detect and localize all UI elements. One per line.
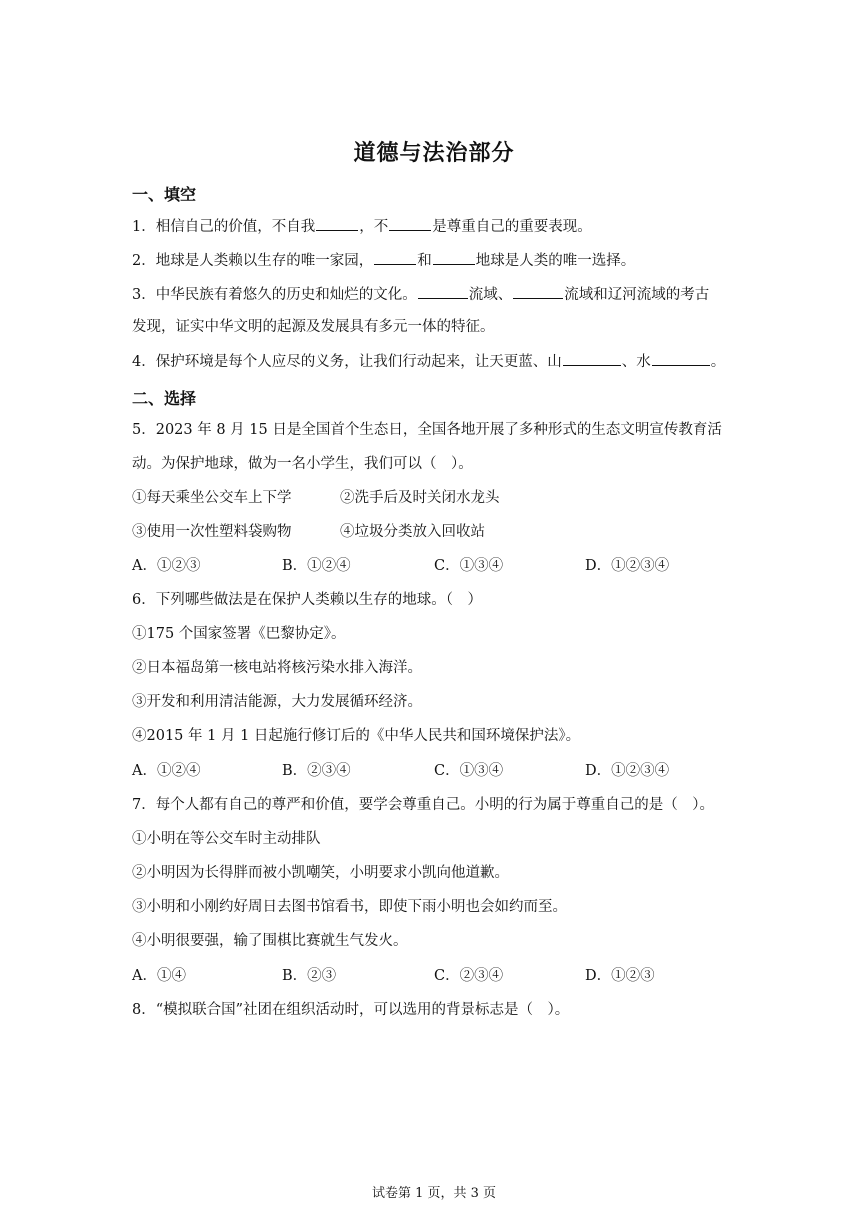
option-a[interactable]: A．①④: [132, 968, 186, 984]
q5-item-2: ②洗手后及时关闭水龙头: [340, 490, 500, 506]
question-6-stem: 6．下列哪些做法是在保护人类赖以生存的地球。（ ）: [132, 592, 482, 608]
q6-item-1: ①175 个国家签署《巴黎协定》。: [132, 626, 346, 642]
option-c[interactable]: C．①③④: [434, 763, 504, 779]
q6-item-3: ③开发和利用清洁能源，大力发展循环经济。: [132, 694, 422, 710]
q2-text-a: 2．地球是人类赖以生存的唯一家园，: [132, 253, 374, 269]
question-5-line2: 动。为保护地球，做为一名小学生，我们可以（ ）。: [132, 456, 473, 472]
q2-text-b: 和: [417, 253, 432, 269]
question-8-stem: 8．“模拟联合国”社团在组织活动时，可以选用的背景标志是（ ）。: [132, 1002, 570, 1018]
question-3-line1: [132, 284, 709, 305]
question-5-line1: 5．2023 年 8 月 15 日是全国首个生态日，全国各地开展了多种形式的生态文明宣传教育活: [132, 422, 722, 438]
option-b[interactable]: B．①②④: [282, 558, 351, 574]
q4-text-c: 。: [710, 354, 726, 370]
blank: [563, 351, 621, 366]
q3-text-b: 流域、: [468, 287, 513, 303]
option-a[interactable]: A．①②④: [132, 763, 201, 779]
question-3-line2: 发现，证实中华文明的起源及发展具有多元一体的特征。: [132, 319, 495, 335]
q7-item-2: ②小明因为长得胖而被小凯嘲笑，小明要求小凯向他道歉。: [132, 865, 509, 881]
q1-text-a: 1．相信自己的价值，不自我: [132, 219, 316, 235]
blank: [418, 284, 468, 299]
q2-text-c: 地球是人类的唯一选择。: [475, 253, 636, 269]
option-c[interactable]: C．①③④: [434, 558, 504, 574]
option-b[interactable]: B．②③④: [282, 763, 351, 779]
option-d[interactable]: D．①②③: [585, 968, 655, 984]
q5-item-4: ④垃圾分类放入回收站: [340, 524, 485, 540]
blank: [433, 250, 475, 265]
q5-item-3: ③使用一次性塑料袋购物: [132, 524, 292, 540]
option-a[interactable]: A．①②③: [132, 558, 201, 574]
option-d[interactable]: D．①②③④: [585, 558, 670, 574]
q6-item-4: ④2015 年 1 月 1 日起施行修订后的《中华人民共和国环境保护法》。: [132, 728, 581, 744]
question-1: [132, 216, 592, 237]
question-2: [132, 250, 635, 271]
blank: [316, 216, 358, 231]
blank: [513, 284, 563, 299]
section-fill-heading: 一、填空: [132, 185, 197, 204]
q4-text-a: 4．保护环境是每个人应尽的义务，让我们行动起来，让天更蓝、山: [132, 354, 562, 370]
q3-text-c: 流域和辽河流域的考古: [564, 287, 710, 303]
q6-item-2: ②日本福岛第一核电站将核污染水排入海洋。: [132, 660, 422, 676]
blank: [374, 250, 416, 265]
q1-text-c: 是尊重自己的重要表现。: [432, 219, 592, 235]
q7-item-1: ①小明在等公交车时主动排队: [132, 831, 321, 847]
q1-text-b: ，不: [359, 219, 389, 235]
page-footer: 试卷第 1 页，共 3 页: [371, 1186, 497, 1201]
blank: [389, 216, 431, 231]
q4-text-b: 、水: [621, 354, 651, 370]
q5-item-1: ①每天乘坐公交车上下学: [132, 490, 292, 506]
page-title: 道德与法治部分: [353, 140, 515, 166]
blank: [652, 351, 710, 366]
section-choice-heading: 二、选择: [132, 389, 197, 408]
question-4: [132, 351, 725, 372]
q3-text-a: 3．中华民族有着悠久的历史和灿烂的文化。: [132, 287, 417, 303]
q7-item-4: ④小明很要强，输了围棋比赛就生气发火。: [132, 933, 408, 949]
q7-item-3: ③小明和小刚约好周日去图书馆看书，即使下雨小明也会如约而至。: [132, 899, 567, 915]
question-7-stem: 7．每个人都有自己的尊严和价值，要学会尊重自己。小明的行为属于尊重自己的是（ ）。: [132, 797, 714, 813]
option-d[interactable]: D．①②③④: [585, 763, 670, 779]
option-b[interactable]: B．②③: [282, 968, 337, 984]
option-c[interactable]: C．②③④: [434, 968, 504, 984]
